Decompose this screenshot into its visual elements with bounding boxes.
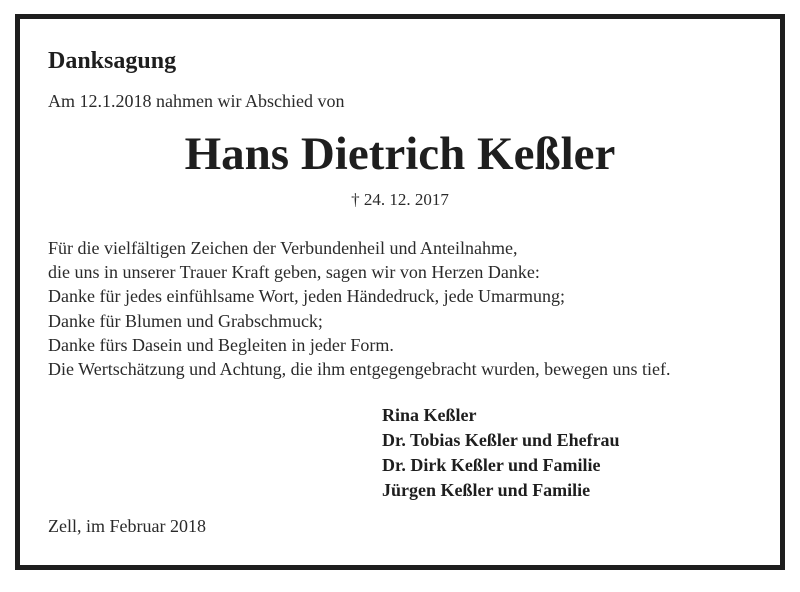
death-date: † 24. 12. 2017 [351, 190, 449, 209]
signatory: Jürgen Keßler und Familie [382, 480, 591, 500]
place-and-date: Zell, im Februar 2018 [48, 516, 206, 536]
thanks-text [48, 236, 671, 381]
signatories-list [382, 403, 620, 503]
farewell-intro: Am 12.1.2018 nahmen wir Abschied von [48, 91, 345, 111]
signatory: Rina Keßler [382, 405, 477, 425]
thanks-line: Danke für jedes einfühlsame Wort, jeden Händedruck, jede Umarmung; [48, 286, 566, 307]
notice-heading: Danksagung [48, 48, 177, 74]
thanks-line: Danke fürs Dasein und Begleiten in jeder Form. [48, 334, 394, 355]
thanks-line: Die Wertschätzung und Achtung, die ihm entgegengebracht wurden, bewegen uns tief. [48, 359, 671, 380]
thanks-line: die uns in unserer Trauer Kraft geben, sagen wir von Herzen Danke: [48, 262, 540, 283]
obituary-notice-frame [15, 14, 785, 570]
deceased-name: Hans Dietrich Keßler [184, 128, 616, 180]
thanks-line: Danke für Blumen und Grabschmuck; [48, 310, 323, 331]
signatory: Dr. Tobias Keßler und Ehefrau [382, 430, 620, 450]
thanks-line: Für die vielfältigen Zeichen der Verbundenheil und Anteilnahme, [48, 238, 518, 258]
signatory: Dr. Dirk Keßler und Familie [382, 455, 601, 475]
